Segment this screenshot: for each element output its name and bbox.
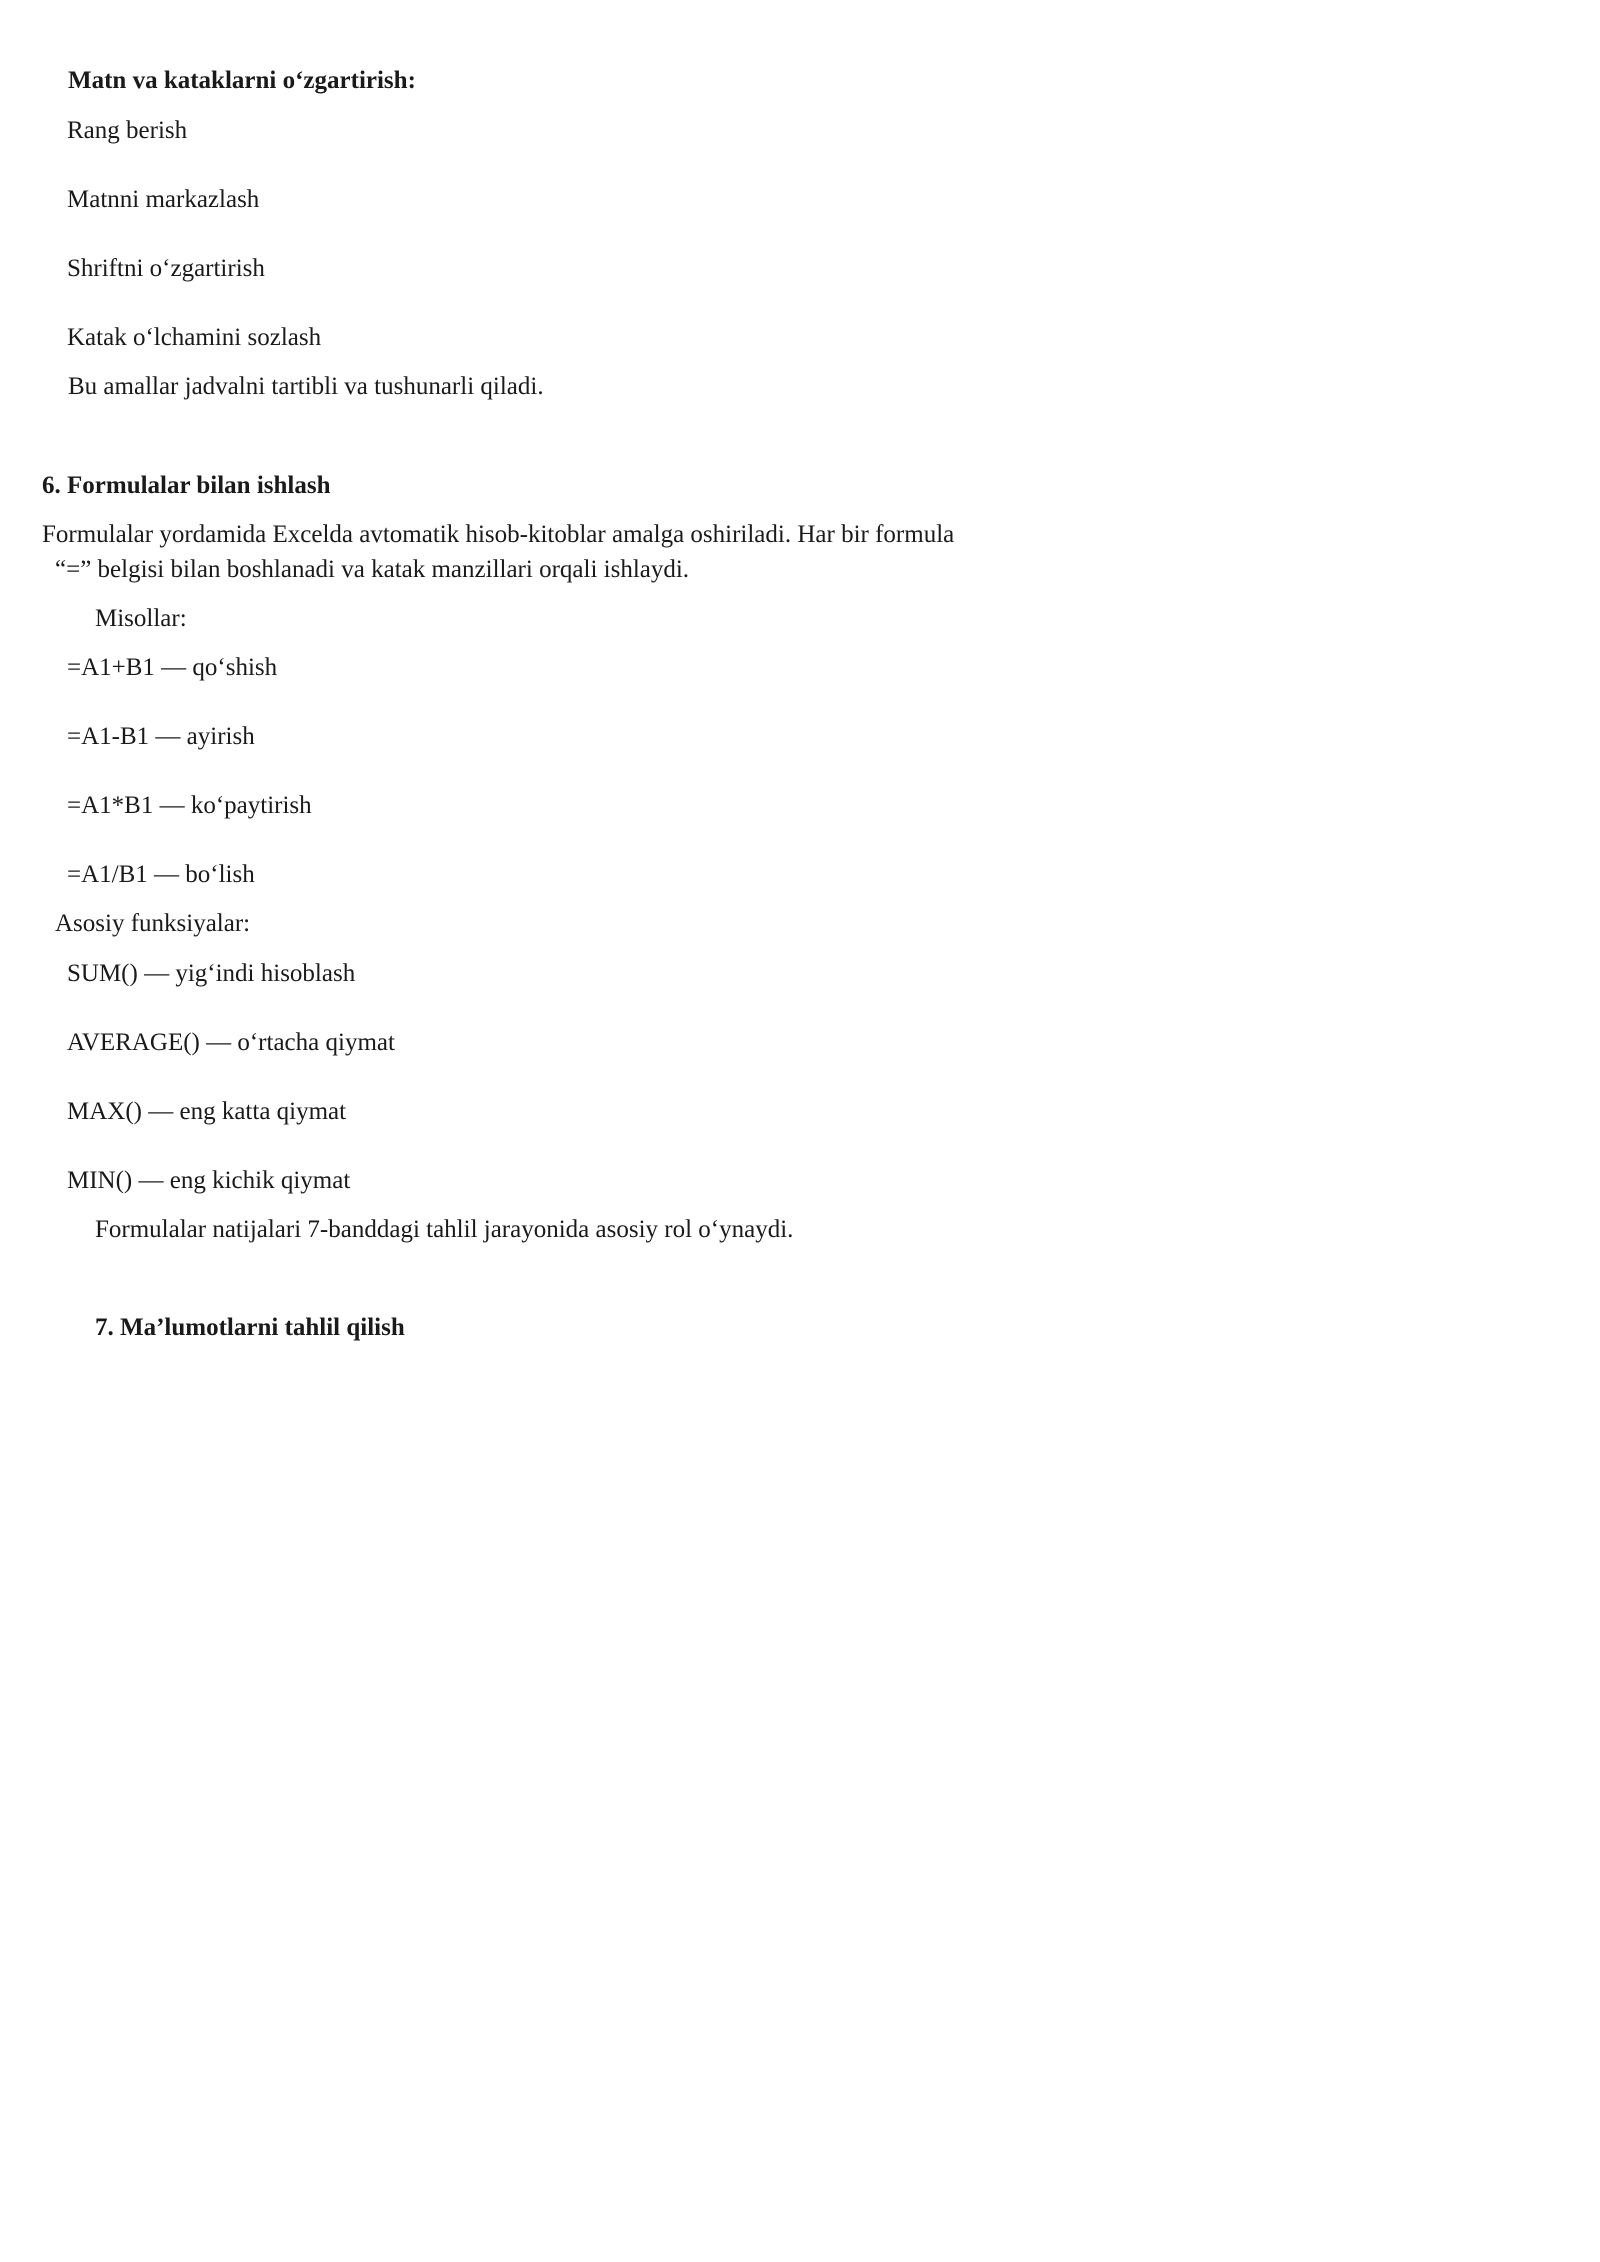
edit-item-font: Shriftni o‘zgartirish (67, 255, 265, 282)
example-add: =A1+B1 — qo‘shish (67, 654, 278, 681)
section6-closing: Formulalar natijalari 7-banddagi tahlil jarayonida asosiy rol o‘ynaydi. (95, 1216, 794, 1243)
section6-intro-line2: “=” belgisi bilan boshlanadi va katak manzillari orqali ishlaydi. (55, 556, 690, 583)
section7-heading: 7. Ma’lumotlarni tahlil qilish (95, 1314, 405, 1341)
examples-label: Misollar: (95, 605, 187, 632)
function-sum: SUM() — yig‘indi hisoblash (67, 960, 356, 987)
edit-section-summary: Bu amallar jadvalni tartibli va tushunarli qiladi. (68, 373, 544, 400)
edit-section-heading: Matn va kataklarni o‘zgartirish: (68, 67, 416, 94)
example-multiply: =A1*B1 — ko‘paytirish (67, 792, 312, 819)
function-average: AVERAGE() — o‘rtacha qiymat (67, 1029, 395, 1056)
edit-item-color: Rang berish (67, 117, 188, 144)
function-max: MAX() — eng katta qiymat (67, 1098, 347, 1125)
function-min: MIN() — eng kichik qiymat (67, 1167, 351, 1194)
section6-intro-line1: Formulalar yordamida Excelda avtomatik hisob-kitoblar amalga oshiriladi. Har bir formula (42, 521, 955, 548)
edit-item-size: Katak o‘lchamini sozlash (67, 324, 322, 351)
section6-heading: 6. Formulalar bilan ishlash (42, 472, 331, 499)
functions-label: Asosiy funksiyalar: (55, 910, 251, 937)
example-subtract: =A1-B1 — ayirish (67, 723, 255, 750)
edit-item-center: Matnni markazlash (67, 186, 260, 213)
example-divide: =A1/B1 — bo‘lish (67, 861, 255, 888)
